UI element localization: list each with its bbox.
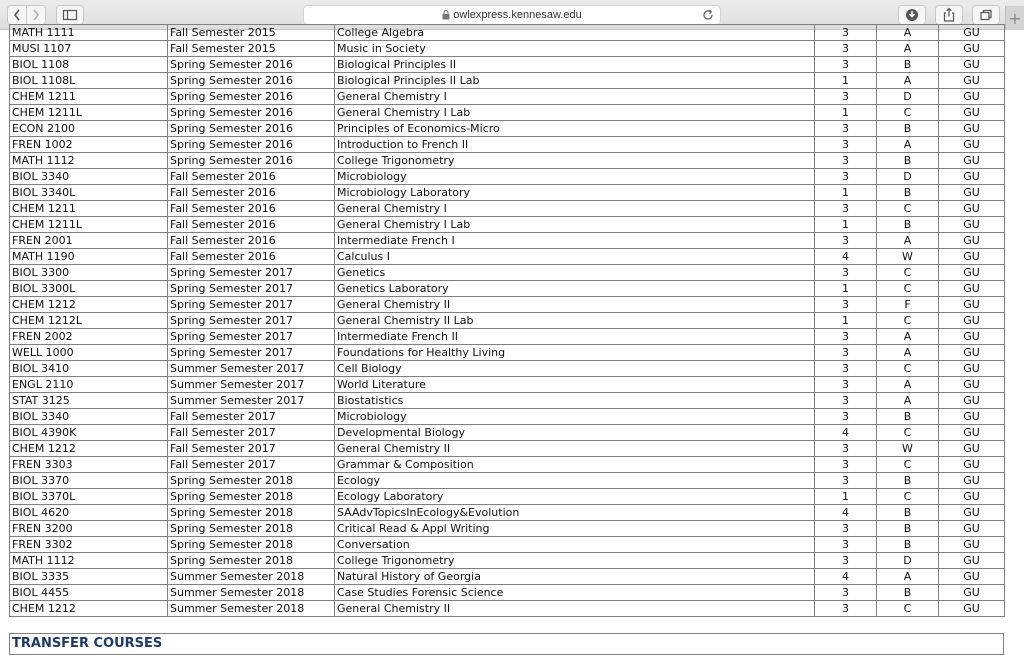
term-cell: Summer Semester 2017 [168, 377, 335, 393]
level-cell: GU [939, 265, 1005, 281]
level-cell: GU [939, 249, 1005, 265]
credit-hours-cell: 3 [815, 393, 877, 409]
term-cell: Fall Semester 2016 [168, 169, 335, 185]
course-title-cell: Music in Society [335, 41, 815, 57]
grade-cell: A [877, 329, 939, 345]
grade-cell: C [877, 313, 939, 329]
course-cell: FREN 2002 [10, 329, 168, 345]
term-cell: Fall Semester 2015 [168, 25, 335, 41]
tabs-icon [978, 6, 994, 24]
grade-cell: B [877, 409, 939, 425]
chevron-right-icon [31, 6, 41, 24]
table-row [10, 25, 1005, 41]
term-cell: Fall Semester 2016 [168, 185, 335, 201]
table-row [10, 169, 1005, 185]
course-cell: BIOL 3340 [10, 169, 168, 185]
credit-hours-cell: 3 [815, 201, 877, 217]
term-cell: Fall Semester 2017 [168, 409, 335, 425]
page-content [0, 26, 1024, 651]
course-cell: BIOL 3335 [10, 569, 168, 585]
course-title-cell: General Chemistry I Lab [335, 105, 815, 121]
grade-cell: B [877, 585, 939, 601]
level-cell: GU [939, 521, 1005, 537]
credit-hours-cell: 3 [815, 329, 877, 345]
level-cell: GU [939, 105, 1005, 121]
term-cell: Fall Semester 2016 [168, 249, 335, 265]
credit-hours-cell: 3 [815, 377, 877, 393]
grade-cell: B [877, 185, 939, 201]
table-row [10, 265, 1005, 281]
term-cell: Fall Semester 2015 [168, 41, 335, 57]
credit-hours-cell: 3 [815, 537, 877, 553]
table-row [10, 377, 1005, 393]
level-cell: GU [939, 89, 1005, 105]
grade-cell: W [877, 249, 939, 265]
level-cell: GU [939, 73, 1005, 89]
course-title-cell: Case Studies Forensic Science [335, 585, 815, 601]
term-cell: Fall Semester 2016 [168, 233, 335, 249]
course-cell: FREN 3302 [10, 537, 168, 553]
table-row [10, 393, 1005, 409]
grade-cell: F [877, 297, 939, 313]
credit-hours-cell: 3 [815, 409, 877, 425]
course-cell: MATH 1112 [10, 553, 168, 569]
term-cell: Spring Semester 2016 [168, 57, 335, 73]
course-title-cell: General Chemistry II [335, 441, 815, 457]
table-row [10, 153, 1005, 169]
course-title-cell: Intermediate French I [335, 233, 815, 249]
level-cell: GU [939, 281, 1005, 297]
credit-hours-cell: 4 [815, 425, 877, 441]
credit-hours-cell: 3 [815, 153, 877, 169]
term-cell: Spring Semester 2016 [168, 121, 335, 137]
course-title-cell: Biological Principles II Lab [335, 73, 815, 89]
term-cell: Spring Semester 2016 [168, 105, 335, 121]
grade-cell: C [877, 601, 939, 617]
course-cell: BIOL 3370L [10, 489, 168, 505]
grade-cell: C [877, 457, 939, 473]
table-row [10, 441, 1005, 457]
table-row [10, 457, 1005, 473]
table-row [10, 329, 1005, 345]
level-cell: GU [939, 329, 1005, 345]
course-title-cell: Foundations for Healthy Living [335, 345, 815, 361]
term-cell: Spring Semester 2017 [168, 313, 335, 329]
credit-hours-cell: 3 [815, 521, 877, 537]
course-cell: MATH 1112 [10, 153, 168, 169]
level-cell: GU [939, 57, 1005, 73]
credit-hours-cell: 4 [815, 249, 877, 265]
share-button[interactable] [935, 5, 963, 25]
course-title-cell: World Literature [335, 377, 815, 393]
level-cell: GU [939, 185, 1005, 201]
level-cell: GU [939, 457, 1005, 473]
credit-hours-cell: 3 [815, 473, 877, 489]
course-cell: BIOL 3340 [10, 409, 168, 425]
grade-cell: D [877, 89, 939, 105]
grade-cell: A [877, 569, 939, 585]
term-cell: Spring Semester 2018 [168, 537, 335, 553]
table-row [10, 505, 1005, 521]
grade-cell: C [877, 265, 939, 281]
level-cell: GU [939, 377, 1005, 393]
course-cell: BIOL 3300L [10, 281, 168, 297]
credit-hours-cell: 3 [815, 457, 877, 473]
term-cell: Spring Semester 2016 [168, 73, 335, 89]
term-cell: Summer Semester 2018 [168, 585, 335, 601]
transfer-courses-section [9, 633, 1004, 655]
course-cell: BIOL 3300 [10, 265, 168, 281]
course-title-cell: General Chemistry II [335, 297, 815, 313]
grade-cell: B [877, 521, 939, 537]
level-cell: GU [939, 601, 1005, 617]
level-cell: GU [939, 537, 1005, 553]
grade-cell: B [877, 217, 939, 233]
table-row [10, 89, 1005, 105]
course-cell: BIOL 3410 [10, 361, 168, 377]
table-row [10, 489, 1005, 505]
course-title-cell: Genetics [335, 265, 815, 281]
course-title-cell: General Chemistry I [335, 201, 815, 217]
table-row [10, 585, 1005, 601]
course-title-cell: Critical Read & Appl Writing [335, 521, 815, 537]
grade-cell: C [877, 201, 939, 217]
table-row [10, 233, 1005, 249]
table-row [10, 281, 1005, 297]
table-row [10, 121, 1005, 137]
table-row [10, 185, 1005, 201]
table-row [10, 361, 1005, 377]
grade-cell: A [877, 25, 939, 41]
back-button[interactable] [7, 5, 27, 25]
level-cell: GU [939, 489, 1005, 505]
level-cell: GU [939, 505, 1005, 521]
table-row [10, 521, 1005, 537]
term-cell: Summer Semester 2017 [168, 393, 335, 409]
grade-cell: A [877, 377, 939, 393]
level-cell: GU [939, 361, 1005, 377]
credit-hours-cell: 1 [815, 105, 877, 121]
grade-cell: C [877, 281, 939, 297]
level-cell: GU [939, 153, 1005, 169]
credit-hours-cell: 3 [815, 89, 877, 105]
share-icon [941, 6, 957, 24]
table-row [10, 249, 1005, 265]
course-title-cell: Calculus I [335, 249, 815, 265]
grade-cell: A [877, 41, 939, 57]
course-title-cell: SAAdvTopicsInEcology&Evolution [335, 505, 815, 521]
course-history-table [9, 24, 1005, 617]
level-cell: GU [939, 201, 1005, 217]
course-cell: MATH 1111 [10, 25, 168, 41]
term-cell: Spring Semester 2017 [168, 345, 335, 361]
term-cell: Spring Semester 2018 [168, 489, 335, 505]
lock-icon [442, 10, 450, 20]
course-cell: ENGL 2110 [10, 377, 168, 393]
level-cell: GU [939, 233, 1005, 249]
grade-cell: B [877, 505, 939, 521]
credit-hours-cell: 3 [815, 553, 877, 569]
course-cell: BIOL 4390K [10, 425, 168, 441]
course-cell: FREN 1002 [10, 137, 168, 153]
term-cell: Spring Semester 2018 [168, 521, 335, 537]
grade-cell: A [877, 73, 939, 89]
level-cell: GU [939, 313, 1005, 329]
table-row [10, 105, 1005, 121]
course-cell: BIOL 1108L [10, 73, 168, 89]
reload-icon[interactable] [701, 8, 715, 22]
level-cell: GU [939, 393, 1005, 409]
table-row [10, 537, 1005, 553]
level-cell: GU [939, 137, 1005, 153]
table-row [10, 553, 1005, 569]
term-cell: Summer Semester 2018 [168, 569, 335, 585]
table-row [10, 409, 1005, 425]
table-row [10, 41, 1005, 57]
level-cell: GU [939, 217, 1005, 233]
course-title-cell: Microbiology [335, 409, 815, 425]
credit-hours-cell: 3 [815, 169, 877, 185]
term-cell: Fall Semester 2017 [168, 425, 335, 441]
course-title-cell: Microbiology [335, 169, 815, 185]
credit-hours-cell: 1 [815, 73, 877, 89]
course-title-cell: General Chemistry II Lab [335, 313, 815, 329]
term-cell: Spring Semester 2016 [168, 137, 335, 153]
course-title-cell: General Chemistry I Lab [335, 217, 815, 233]
grade-cell: D [877, 553, 939, 569]
forward-button[interactable] [26, 5, 46, 25]
term-cell: Spring Semester 2018 [168, 473, 335, 489]
grade-cell: A [877, 345, 939, 361]
course-cell: BIOL 3340L [10, 185, 168, 201]
term-cell: Fall Semester 2017 [168, 441, 335, 457]
grade-cell: A [877, 393, 939, 409]
course-cell: CHEM 1212 [10, 297, 168, 313]
chevron-left-icon [12, 6, 22, 24]
credit-hours-cell: 3 [815, 345, 877, 361]
level-cell: GU [939, 473, 1005, 489]
grade-cell: C [877, 105, 939, 121]
url-text: owlexpress.kennesaw.edu [453, 9, 582, 21]
table-row [10, 201, 1005, 217]
credit-hours-cell: 3 [815, 121, 877, 137]
grade-cell: B [877, 473, 939, 489]
course-cell: CHEM 1211L [10, 105, 168, 121]
course-title-cell: Biostatistics [335, 393, 815, 409]
level-cell: GU [939, 553, 1005, 569]
course-title-cell: Conversation [335, 537, 815, 553]
credit-hours-cell: 3 [815, 585, 877, 601]
credit-hours-cell: 4 [815, 505, 877, 521]
table-row [10, 137, 1005, 153]
level-cell: GU [939, 441, 1005, 457]
sidebar-toggle-button[interactable] [56, 5, 84, 25]
credit-hours-cell: 4 [815, 569, 877, 585]
credit-hours-cell: 1 [815, 489, 877, 505]
credit-hours-cell: 3 [815, 137, 877, 153]
address-bar[interactable] [303, 5, 721, 25]
course-cell: BIOL 3370 [10, 473, 168, 489]
course-cell: ECON 2100 [10, 121, 168, 137]
grade-cell: D [877, 169, 939, 185]
course-title-cell: Microbiology Laboratory [335, 185, 815, 201]
course-title-cell: Principles of Economics-Micro [335, 121, 815, 137]
table-row [10, 297, 1005, 313]
tab-overview-button[interactable] [972, 5, 1000, 25]
course-cell: FREN 3200 [10, 521, 168, 537]
course-title-cell: Introduction to French II [335, 137, 815, 153]
course-title-cell: College Trigonometry [335, 153, 815, 169]
course-title-cell: Intermediate French II [335, 329, 815, 345]
term-cell: Spring Semester 2017 [168, 297, 335, 313]
course-cell: CHEM 1212 [10, 441, 168, 457]
course-cell: STAT 3125 [10, 393, 168, 409]
level-cell: GU [939, 345, 1005, 361]
new-tab-button[interactable]: + [1005, 6, 1024, 32]
course-cell: CHEM 1211L [10, 217, 168, 233]
term-cell: Fall Semester 2016 [168, 201, 335, 217]
table-row [10, 73, 1005, 89]
course-cell: CHEM 1211 [10, 201, 168, 217]
term-cell: Fall Semester 2016 [168, 217, 335, 233]
course-title-cell: Genetics Laboratory [335, 281, 815, 297]
table-row [10, 473, 1005, 489]
level-cell: GU [939, 41, 1005, 57]
course-cell: CHEM 1212L [10, 313, 168, 329]
credit-hours-cell: 3 [815, 233, 877, 249]
grade-cell: B [877, 153, 939, 169]
download-icon [904, 6, 920, 24]
term-cell: Spring Semester 2016 [168, 153, 335, 169]
level-cell: GU [939, 121, 1005, 137]
course-cell: MATH 1190 [10, 249, 168, 265]
course-title-cell: Grammar & Composition [335, 457, 815, 473]
level-cell: GU [939, 569, 1005, 585]
term-cell: Summer Semester 2017 [168, 361, 335, 377]
course-title-cell: Natural History of Georgia [335, 569, 815, 585]
course-title-cell: Cell Biology [335, 361, 815, 377]
grade-cell: B [877, 537, 939, 553]
course-title-cell: Developmental Biology [335, 425, 815, 441]
term-cell: Spring Semester 2018 [168, 505, 335, 521]
credit-hours-cell: 3 [815, 57, 877, 73]
course-cell: BIOL 4455 [10, 585, 168, 601]
level-cell: GU [939, 425, 1005, 441]
grade-cell: W [877, 441, 939, 457]
term-cell: Summer Semester 2018 [168, 601, 335, 617]
term-cell: Fall Semester 2017 [168, 457, 335, 473]
grade-cell: B [877, 121, 939, 137]
section-heading: TRANSFER COURSES [12, 636, 163, 651]
term-cell: Spring Semester 2018 [168, 553, 335, 569]
course-title-cell: Biological Principles II [335, 57, 815, 73]
credit-hours-cell: 1 [815, 185, 877, 201]
grade-cell: B [877, 57, 939, 73]
table-row [10, 425, 1005, 441]
credit-hours-cell: 1 [815, 281, 877, 297]
course-title-cell: Ecology [335, 473, 815, 489]
course-rows [10, 25, 1005, 617]
grade-cell: C [877, 425, 939, 441]
grade-cell: A [877, 137, 939, 153]
table-row [10, 345, 1005, 361]
term-cell: Spring Semester 2017 [168, 281, 335, 297]
credit-hours-cell: 3 [815, 265, 877, 281]
level-cell: GU [939, 169, 1005, 185]
credit-hours-cell: 1 [815, 313, 877, 329]
sidebar-icon [62, 6, 78, 24]
level-cell: GU [939, 25, 1005, 41]
course-cell: CHEM 1212 [10, 601, 168, 617]
term-cell: Spring Semester 2016 [168, 89, 335, 105]
course-title-cell: College Trigonometry [335, 553, 815, 569]
course-cell: CHEM 1211 [10, 89, 168, 105]
level-cell: GU [939, 409, 1005, 425]
credit-hours-cell: 3 [815, 41, 877, 57]
table-row [10, 217, 1005, 233]
table-row [10, 569, 1005, 585]
course-cell: MUSI 1107 [10, 41, 168, 57]
level-cell: GU [939, 297, 1005, 313]
credit-hours-cell: 1 [815, 217, 877, 233]
term-cell: Spring Semester 2017 [168, 265, 335, 281]
credit-hours-cell: 3 [815, 361, 877, 377]
course-cell: BIOL 1108 [10, 57, 168, 73]
grade-cell: C [877, 489, 939, 505]
course-title-cell: Ecology Laboratory [335, 489, 815, 505]
course-title-cell: General Chemistry II [335, 601, 815, 617]
course-title-cell: General Chemistry I [335, 89, 815, 105]
grade-cell: A [877, 233, 939, 249]
table-row [10, 57, 1005, 73]
table-row [10, 601, 1005, 617]
course-cell: WELL 1000 [10, 345, 168, 361]
table-row [10, 313, 1005, 329]
credit-hours-cell: 3 [815, 25, 877, 41]
course-cell: FREN 2001 [10, 233, 168, 249]
level-cell: GU [939, 585, 1005, 601]
course-title-cell: College Algebra [335, 25, 815, 41]
credit-hours-cell: 3 [815, 441, 877, 457]
credit-hours-cell: 3 [815, 297, 877, 313]
credit-hours-cell: 3 [815, 601, 877, 617]
course-cell: BIOL 4620 [10, 505, 168, 521]
term-cell: Spring Semester 2017 [168, 329, 335, 345]
course-cell: FREN 3303 [10, 457, 168, 473]
downloads-button[interactable] [898, 5, 926, 25]
grade-cell: C [877, 361, 939, 377]
